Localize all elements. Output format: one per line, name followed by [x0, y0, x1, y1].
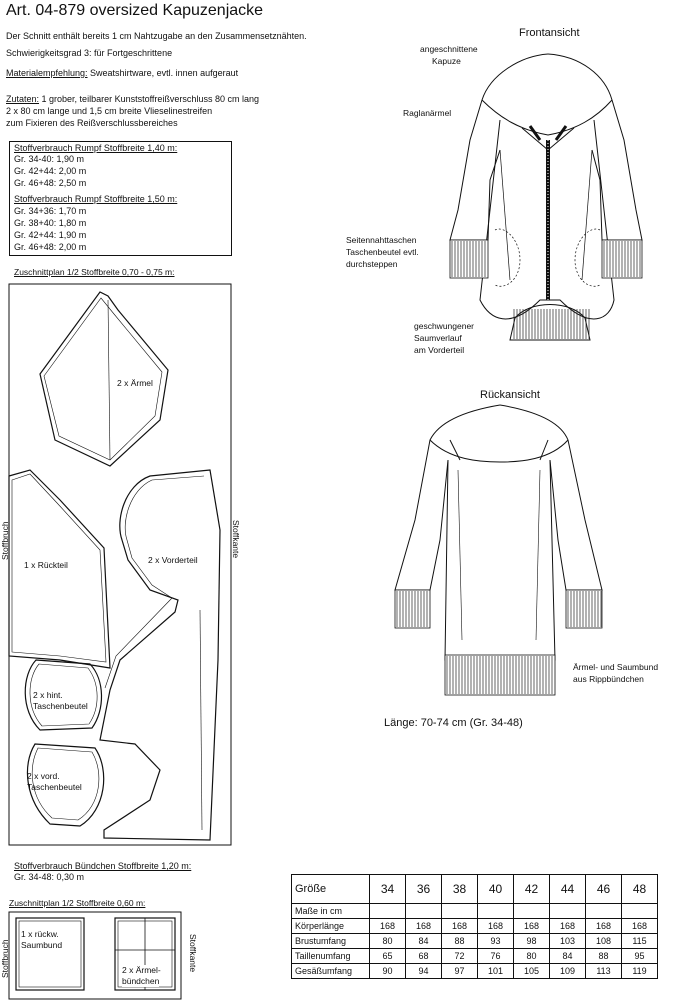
- size-cell: 34: [370, 875, 406, 904]
- notions-line-1: [6, 94, 259, 105]
- table-cell: 168: [586, 919, 622, 934]
- front-view-drawing: [450, 54, 642, 340]
- hood-label: angeschnittene: [420, 44, 478, 54]
- sleeve-label: 2 x Ärmel: [117, 378, 153, 388]
- table-cell: 168: [442, 919, 478, 934]
- selvage-label: Stoffkante: [231, 520, 241, 559]
- fold-label-small: Stoffbruch: [0, 939, 10, 978]
- table-cell: 115: [622, 934, 658, 949]
- table-cell: 119: [622, 964, 658, 979]
- table-cell: 168: [514, 919, 550, 934]
- table-cell: 168: [370, 919, 406, 934]
- material-note: [6, 68, 238, 79]
- table-cell: 105: [514, 964, 550, 979]
- front-seamline: [105, 476, 204, 688]
- hem-band-label: Saumbund: [21, 940, 63, 950]
- size-cell: 46: [586, 875, 622, 904]
- front-grainline: [200, 610, 202, 830]
- table-cell: 98: [514, 934, 550, 949]
- table-row: [292, 949, 658, 964]
- table-cell: 88: [586, 949, 622, 964]
- table-cell: 65: [370, 949, 406, 964]
- table-cell: 168: [478, 919, 514, 934]
- table-cell: 93: [478, 934, 514, 949]
- pocket-label: Taschenbeutel evtl.: [346, 247, 419, 257]
- table-cell: 168: [622, 919, 658, 934]
- row-label: Brustumfang: [292, 934, 370, 949]
- front-pocket-label: Taschenbeutel: [27, 782, 82, 792]
- table-cell: 95: [622, 949, 658, 964]
- table-cell: 84: [550, 949, 586, 964]
- pocket-label: durchsteppen: [346, 259, 398, 269]
- table-cell: 80: [370, 934, 406, 949]
- consumption-row: Gr. 42+44: 1,90 m: [14, 230, 87, 240]
- rib-label: Ärmel- und Saumbund: [573, 662, 659, 672]
- size-cell: 44: [550, 875, 586, 904]
- size-cell: 36: [406, 875, 442, 904]
- row-label: Körperlänge: [292, 919, 370, 934]
- back-label: 1 x Rückteil: [24, 560, 68, 570]
- front-cuffs: [450, 240, 642, 278]
- notions-zipper: 1 grober, teilbarer Kunststoffreißverschluss 80 cm lang: [39, 94, 259, 104]
- consumption-row: Gr. 42+44: 2,00 m: [14, 166, 87, 176]
- table-cell: 72: [442, 949, 478, 964]
- back-pocket-label: Taschenbeutel: [33, 701, 88, 711]
- size-cell: 40: [478, 875, 514, 904]
- front-view-title: Frontansicht: [519, 27, 580, 39]
- seam-allowance-note: Der Schnitt enthält bereits 1 cm Nahtzugabe an den Zusammensetznähten.: [6, 31, 307, 41]
- table-cell: 76: [478, 949, 514, 964]
- table-cell: 84: [406, 934, 442, 949]
- back-pocket-label: 2 x hint.: [33, 690, 63, 700]
- units-label: Maße in cm: [292, 904, 370, 919]
- hem-label: am Vorderteil: [414, 345, 465, 355]
- size-header-row: [292, 875, 658, 904]
- raglan-label: Raglanärmel: [403, 108, 452, 118]
- back-view-drawing: [395, 405, 602, 660]
- table-cell: 108: [586, 934, 622, 949]
- row-label: Taillenumfang: [292, 949, 370, 964]
- notions-line-2: 2 x 80 cm lange und 1,5 cm breite Vlieselinestreifen: [6, 106, 213, 116]
- cutting-plan-small-title: Zuschnittplan 1/2 Stoffbreite 0,60 m:: [9, 898, 146, 908]
- material-label: Materialempfehlung:: [6, 68, 88, 78]
- size-cell: 38: [442, 875, 478, 904]
- size-header-label: Größe: [292, 875, 370, 904]
- table-cell: 68: [406, 949, 442, 964]
- size-cell: 48: [622, 875, 658, 904]
- consumption-heading-150: Stoffverbrauch Rumpf Stoffbreite 1,50 m:: [14, 194, 178, 204]
- table-cell: 113: [586, 964, 622, 979]
- consumption-row: Gr. 34-40: 1,90 m: [14, 154, 85, 164]
- table-cell: 103: [550, 934, 586, 949]
- hem-label: Saumverlauf: [414, 333, 462, 343]
- consumption-row: Gr. 46+48: 2,50 m: [14, 178, 87, 188]
- cuff-label: 2 x Ärmel-: [122, 965, 161, 975]
- front-piece: [100, 470, 220, 840]
- fold-label: Stoffbruch: [0, 521, 10, 560]
- consumption-row: Gr. 38+40: 1,80 m: [14, 218, 87, 228]
- table-cell: 168: [406, 919, 442, 934]
- table-cell: 80: [514, 949, 550, 964]
- sleeve-grainline: [108, 300, 110, 460]
- table-cell: 88: [442, 934, 478, 949]
- consumption-heading-140: Stoffverbrauch Rumpf Stoffbreite 1,40 m:: [14, 143, 178, 153]
- consumption-row: Gr. 46+48: 2,00 m: [14, 242, 87, 252]
- hood-label: Kapuze: [432, 56, 461, 66]
- front-pocket-label: 2 x vord.: [27, 771, 60, 781]
- table-cell: 109: [550, 964, 586, 979]
- back-cuffs: [395, 590, 602, 695]
- hem-band-label: 1 x rückw.: [21, 929, 59, 939]
- table-cell: 168: [550, 919, 586, 934]
- rib-label: aus Rippbündchen: [573, 674, 644, 684]
- cuff-label: bündchen: [122, 976, 160, 986]
- table-row: [292, 934, 658, 949]
- back-view-title: Rückansicht: [480, 389, 540, 401]
- size-cell: 42: [514, 875, 550, 904]
- difficulty-note: Schwierigkeitsgrad 3: für Fortgeschrittene: [6, 48, 173, 58]
- material-value: Sweatshirtware, evtl. innen aufgeraut: [87, 68, 239, 78]
- consumption-row: Gr. 34+36: 1,70 m: [14, 206, 87, 216]
- pocket-label: Seitennahttaschen: [346, 235, 417, 245]
- table-row: [292, 919, 658, 934]
- notions-line-3: zum Fixieren des Reißverschlussbereiches: [6, 118, 178, 128]
- selvage-label-small: Stoffkante: [188, 934, 198, 973]
- table-cell: 101: [478, 964, 514, 979]
- cuff-consumption-heading: Stoffverbrauch Bündchen Stoffbreite 1,20 m:: [14, 861, 192, 871]
- size-table: [291, 874, 658, 979]
- length-note: Länge: 70-74 cm (Gr. 34-48): [384, 717, 523, 729]
- cuff-consumption-value: Gr. 34-48: 0,30 m: [14, 872, 85, 882]
- front-label: 2 x Vorderteil: [148, 555, 198, 565]
- table-cell: 90: [370, 964, 406, 979]
- units-row: [292, 904, 658, 919]
- table-row: [292, 964, 658, 979]
- page-title: Art. 04-879 oversized Kapuzenjacke: [6, 2, 264, 19]
- hem-label: geschwungener: [414, 321, 475, 331]
- cutting-plan-title: Zuschnittplan 1/2 Stoffbreite 0,70 - 0,75 m:: [14, 267, 175, 277]
- table-cell: 97: [442, 964, 478, 979]
- notions-label: Zutaten:: [6, 94, 40, 104]
- table-cell: 94: [406, 964, 442, 979]
- row-label: Gesäßumfang: [292, 964, 370, 979]
